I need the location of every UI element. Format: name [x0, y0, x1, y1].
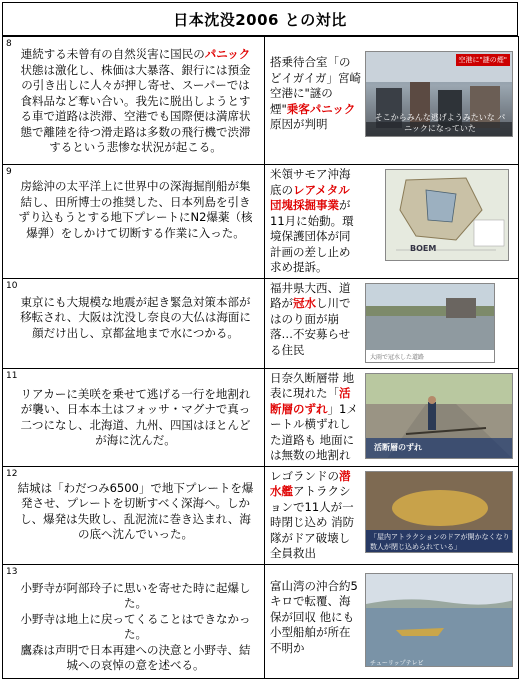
highlight-text: 活断層のずれ [270, 386, 351, 416]
table-row [3, 278, 519, 368]
table-row [3, 466, 519, 564]
row-number: 12 [6, 468, 18, 479]
news-text: 富山湾の沖合約5キロで転覆、海保が回収 他にも小型船舶が所在不明か [270, 578, 358, 655]
novel-text: 結城は「わだつみ6500」で地下プレートを爆発させ、プレートを切断すべく深海へ。しかし、爆発は失敗し、乱泥流に巻き込まれ、海の底へ沈んでいった。 [17, 480, 254, 541]
news-map-samoa [385, 169, 509, 261]
news-text: 日奈久断層帯 地表に現れた「活断層のずれ」1メートル横ずれした道路も 地面には無数の地割れ [270, 370, 358, 462]
novel-cell [3, 37, 265, 165]
novel-text: 東京にも大規模な地震が起き緊急対策本部が移転され、大阪は沈没し奈良の大仏は海面に顔だけ出し、京都盆地まで水につかる。 [20, 294, 251, 340]
news-cell [265, 564, 519, 678]
image-caption: チューリップテレビ [370, 659, 424, 667]
novel-text: 小野寺が阿部玲子に思いを寄せた時に起爆した。 小野寺は地上に戻ってくることはできなかった。 鷹森は声明で日本再建への決意と小野寺、結城への哀悼の意を述べる。 [20, 580, 251, 672]
news-text: レゴランドの潜水艦アトラクションで11人が一時閉じ込め 消防隊がドア破壊し全員救出 [270, 468, 355, 560]
novel-cell [3, 165, 265, 279]
news-badge: 空港に"謎の煙" [456, 54, 510, 66]
row-number: 13 [6, 566, 18, 577]
row-number: 9 [6, 167, 12, 177]
news-cell [265, 278, 519, 368]
novel-cell [3, 278, 265, 368]
image-caption: 大雨で冠水した道路 [370, 353, 425, 361]
table-row [3, 368, 519, 466]
row-number: 10 [6, 280, 18, 291]
page-title: 日本沈没2006 との対比 [2, 2, 518, 36]
news-photo-airport [365, 51, 513, 137]
news-cell [265, 368, 519, 466]
news-photo-fault [365, 373, 513, 459]
novel-text: 連続する未曾有の自然災害に国民のパニック状態は激化し、株価は大暴落、銀行には預金の引き出しに人々が押し寄せ、スーパーでは食料品など奪い合い。我先に脱出しようとする車で道路は渋滞、空港でも国際便は満席状態で離陸を待つ滑走路は多数の飛行機で渋滞するという悲惨な状況が起こる。 [20, 47, 251, 154]
image-caption: 「屋内アトラクションのドアが開かなくなり数人が閉じ込められている」 [370, 532, 510, 551]
news-text: 福井県大西、道路が冠水し川ではのり面が崩落…不安募らせる住民 [270, 280, 351, 357]
table-row [3, 37, 519, 165]
capsized-boat-image [366, 574, 513, 667]
image-caption: そこからみんな逃げようみたいな パニックになっていた [374, 113, 506, 133]
row-number: 11 [6, 370, 18, 381]
news-text: 搭乗待合室「のどイガイガ」宮崎空港に"謎の煙"乗客パニック原因が判明 [270, 55, 361, 131]
highlight-text: 潜水艦 [270, 468, 351, 498]
novel-cell [3, 368, 265, 466]
novel-cell [3, 466, 265, 564]
table-row [3, 564, 519, 678]
highlight-text: パニック [204, 47, 251, 61]
highlight-text: レアメタル団塊採掘事業 [270, 182, 350, 212]
novel-text: 房総沖の太平洋上に世界中の深海掘削船が集結し、田所博士の推奨した、日本列島を引きずり込もうとする地下プレートにN2爆薬（核爆弾）をしかけて切断する作業に入った。 [18, 179, 253, 240]
highlight-text: 冠水 [293, 296, 316, 310]
row-number: 8 [6, 39, 12, 49]
news-photo-flood [365, 283, 495, 363]
news-cell [265, 466, 519, 564]
seabed-map-image [386, 170, 509, 261]
news-photo-legoland [365, 471, 513, 553]
novel-cell [3, 564, 265, 678]
comparison-table [2, 36, 519, 679]
comparison-sheet [2, 2, 518, 672]
image-caption: 活断層のずれ [374, 442, 422, 452]
news-text: 米領サモア沖海底のレアメタル団塊採掘事業が11月に始動。環境保護団体が同計画の差し止め求め提訴。 [270, 167, 354, 274]
news-cell [265, 165, 519, 279]
table-row [3, 165, 519, 279]
news-cell [265, 37, 519, 165]
map-logo: BOEM [410, 244, 437, 253]
news-photo-toyama [365, 573, 513, 667]
novel-text: リアカーに美咲を乗せて逃げる一行を地割れが襲い、日本本土はフォッサ・マグナで真っ二つになし、北海道、九州、四国はほとんどが海に沈んだ。 [20, 386, 251, 447]
highlight-text: 乗客パニック [286, 101, 356, 116]
